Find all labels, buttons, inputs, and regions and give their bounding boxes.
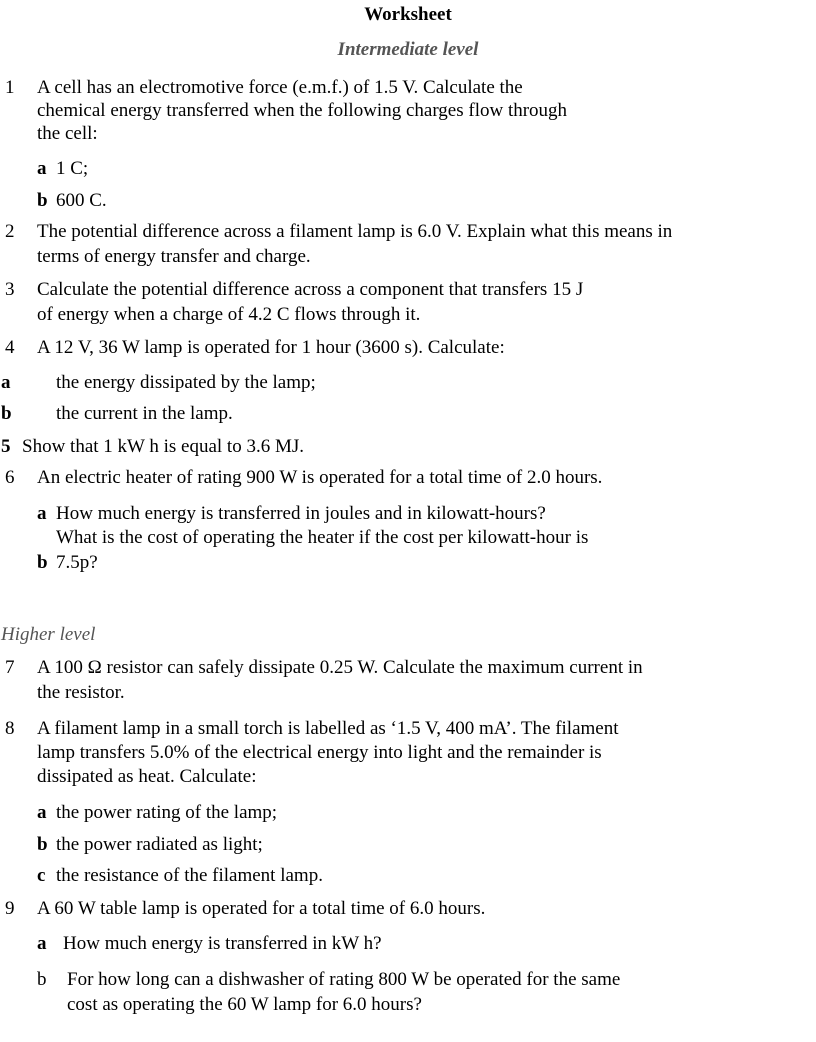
section-heading-higher: Higher level [1, 624, 96, 645]
question-text-line: Show that 1 kW h is equal to 3.6 MJ. [22, 436, 305, 457]
part-label: a [37, 933, 47, 954]
question-text-line: chemical energy transferred when the following charges flow through [37, 100, 568, 121]
question-text-line: The potential difference across a filament lamp is 6.0 V. Explain what this means in [37, 221, 673, 242]
part-text: cost as operating the 60 W lamp for 6.0 hours? [67, 994, 422, 1015]
question-text-line: terms of energy transfer and charge. [37, 246, 311, 267]
question-text-line: lamp transfers 5.0% of the electrical energy into light and the remainder is [37, 742, 602, 763]
part-text: 1 C; [56, 158, 89, 179]
part-label: b [1, 403, 12, 424]
question-text-line: A 60 W table lamp is operated for a total time of 6.0 hours. [37, 898, 486, 919]
question-number: 8 [5, 718, 15, 739]
question-number: 6 [5, 467, 15, 488]
part-text: What is the cost of operating the heater if the cost per kilowatt-hour is [56, 527, 589, 548]
part-label: a [37, 802, 47, 823]
question-text-line: A 100 Ω resistor can safely dissipate 0.25 W. Calculate the maximum current in [37, 657, 643, 678]
part-label: b [37, 552, 48, 573]
part-label: c [37, 865, 46, 886]
part-text: the resistance of the filament lamp. [56, 865, 323, 886]
question-number: 9 [5, 898, 15, 919]
part-text: the power rating of the lamp; [56, 802, 278, 823]
part-label: b [37, 190, 48, 211]
question-text-line: of energy when a charge of 4.2 C flows through it. [37, 304, 421, 325]
question-number: 7 [5, 657, 15, 678]
question-text-line: A 12 V, 36 W lamp is operated for 1 hour (3600 s). Calculate: [37, 337, 505, 358]
section-heading-intermediate: Intermediate level [337, 39, 479, 60]
question-text-line: A cell has an electromotive force (e.m.f.) of 1.5 V. Calculate the [37, 77, 523, 98]
part-label: b [37, 834, 48, 855]
part-text: For how long can a dishwasher of rating 800 W be operated for the same [67, 969, 621, 990]
question-text-line: the cell: [37, 123, 98, 144]
part-text: the energy dissipated by the lamp; [56, 372, 316, 393]
part-label: a [37, 158, 47, 179]
part-label: a [1, 372, 11, 393]
question-number: 2 [5, 221, 15, 242]
part-text: How much energy is transferred in kW h? [63, 933, 382, 954]
part-label: b [37, 969, 47, 990]
question-number: 5 [1, 436, 11, 457]
page-title: Worksheet [364, 4, 452, 25]
part-text: 600 C. [56, 190, 107, 211]
question-text-line: A filament lamp in a small torch is labelled as ‘1.5 V, 400 mA’. The filament [37, 718, 619, 739]
part-label: a [37, 503, 47, 524]
question-text-line: dissipated as heat. Calculate: [37, 766, 257, 787]
question-number: 1 [5, 77, 15, 98]
part-text: the current in the lamp. [56, 403, 233, 424]
part-text: the power radiated as light; [56, 834, 263, 855]
question-text-line: the resistor. [37, 682, 125, 703]
question-number: 3 [5, 279, 15, 300]
part-text: 7.5p? [56, 552, 98, 573]
question-text-line: An electric heater of rating 900 W is operated for a total time of 2.0 hours. [37, 467, 603, 488]
part-text: How much energy is transferred in joules and in kilowatt-hours? [56, 503, 546, 524]
question-number: 4 [5, 337, 15, 358]
question-text-line: Calculate the potential difference across a component that transfers 15 J [37, 279, 584, 300]
